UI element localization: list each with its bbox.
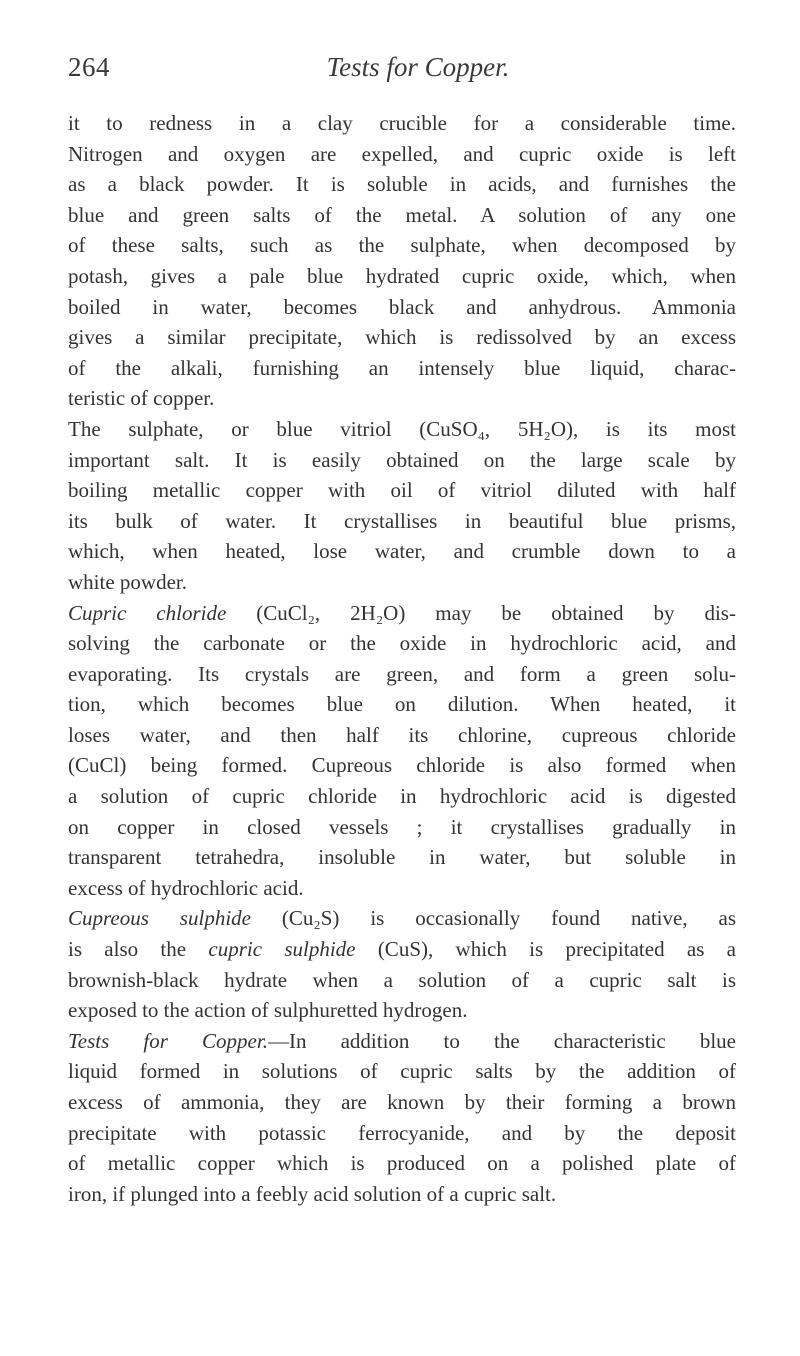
text-run: (CuCl₂, 2H₂O) may be obtained by dis- <box>226 600 736 625</box>
text-line <box>68 536 736 567</box>
text-line <box>68 383 736 414</box>
text-line <box>68 139 736 170</box>
text-line <box>68 414 736 445</box>
text-line <box>68 475 736 506</box>
text-line <box>68 200 736 231</box>
running-title: Tests for Copper. <box>326 52 510 82</box>
text-line <box>68 1056 736 1087</box>
text-run: which, when heated, lose water, and crumble down to a <box>68 539 736 564</box>
text-line <box>68 506 736 537</box>
text-line <box>68 1179 736 1210</box>
text-line <box>68 903 736 934</box>
text-run: (CuCl) being formed. Cupreous chloride is also formed when <box>68 753 736 778</box>
text-run: (CuS), which is precipitated as a <box>355 937 736 962</box>
text-line <box>68 720 736 751</box>
page-number: 264 <box>68 52 110 82</box>
text-run: teristic of copper. <box>68 386 215 411</box>
italic-run: Cupreous sulphide <box>68 906 251 931</box>
text-line <box>68 567 736 598</box>
text-line <box>68 1087 736 1118</box>
text-line <box>68 750 736 781</box>
text-line <box>68 292 736 323</box>
text-line <box>68 689 736 720</box>
text-run: (Cu₂S) is occasionally found native, as <box>250 906 736 931</box>
text-line <box>68 842 736 873</box>
text-run: boiled in water, becomes black and anhydrous. Ammonia <box>68 294 736 319</box>
text-line <box>68 169 736 200</box>
text-run: a solution of cupric chloride in hydrochloric acid is digested <box>68 784 736 809</box>
text-run: gives a similar precipitate, which is redissolved by an excess <box>68 325 736 350</box>
text-run: is also the <box>68 937 209 962</box>
text-line <box>68 781 736 812</box>
text-run: exposed to the action of sulphuretted hydrogen. <box>68 998 468 1023</box>
italic-run: Cupric chloride <box>68 600 227 625</box>
text-line <box>68 322 736 353</box>
text-run: of these salts, such as the sulphate, when decomposed by <box>68 233 736 258</box>
text-run: loses water, and then half its chlorine, cupreous chloride <box>68 722 736 747</box>
text-run: iron, if plunged into a feebly acid solution of a cupric salt. <box>68 1181 557 1206</box>
italic-run: cupric sulphide <box>208 937 356 962</box>
text-run: it to redness in a clay crucible for a considerable time. <box>68 111 736 135</box>
text-run: boiling metallic copper with oil of vitriol diluted with half <box>68 478 736 503</box>
text-line <box>68 934 736 965</box>
text-run: excess of ammonia, they are known by their forming a brown <box>68 1090 736 1114</box>
text-run: Nitrogen and oxygen are expelled, and cupric oxide is left <box>68 141 736 166</box>
text-run: precipitate with potassic ferrocyanide, and by the deposit <box>68 1120 736 1145</box>
text-run: brownish-black hydrate when a solution of a cupric salt is <box>68 967 736 992</box>
text-run: on copper in closed vessels ; it crystallises gradually in <box>68 814 736 839</box>
page-header <box>68 52 768 92</box>
text-run: as a black powder. It is soluble in acids, and furnishes the <box>68 172 736 197</box>
text-line <box>68 445 736 476</box>
text-run: —In addition to the characteristic blue <box>267 1028 736 1053</box>
body-text <box>68 108 736 1209</box>
text-line <box>68 628 736 659</box>
text-line <box>68 965 736 996</box>
text-run: solving the carbonate or the oxide in hydrochloric acid, and <box>68 631 736 656</box>
text-line <box>68 873 736 904</box>
text-run: The sulphate, or blue vitriol (CuSO₄, 5H₂O), is its most <box>68 416 736 441</box>
text-run: transparent tetrahedra, insoluble in water, but soluble in <box>68 845 736 870</box>
text-line <box>68 1026 736 1057</box>
text-run: excess of hydrochloric acid. <box>68 875 304 900</box>
text-line <box>68 353 736 384</box>
text-run: evaporating. Its crystals are green, and form a green solu- <box>68 661 736 686</box>
text-run: tion, which becomes blue on dilution. When heated, it <box>68 692 736 717</box>
text-run: liquid formed in solutions of cupric salts by the addition of <box>68 1059 736 1084</box>
text-line <box>68 1148 736 1179</box>
text-line <box>68 659 736 690</box>
text-line <box>68 261 736 292</box>
text-run: its bulk of water. It crystallises in beautiful blue prisms, <box>68 508 736 533</box>
text-line <box>68 995 736 1026</box>
text-line <box>68 812 736 843</box>
text-line <box>68 1118 736 1149</box>
text-run: potash, gives a pale blue hydrated cupric oxide, which, when <box>68 263 736 288</box>
text-line <box>68 108 736 139</box>
text-line <box>68 598 736 629</box>
text-run: blue and green salts of the metal. A solution of any one <box>68 202 736 227</box>
text-run: important salt. It is easily obtained on the large scale by <box>68 447 736 472</box>
text-run: white powder. <box>68 569 187 594</box>
text-run: of the alkali, furnishing an intensely blue liquid, charac- <box>68 355 736 380</box>
italic-run: Tests for Copper. <box>68 1028 268 1053</box>
text-line <box>68 230 736 261</box>
text-run: of metallic copper which is produced on a polished plate of <box>68 1151 736 1176</box>
